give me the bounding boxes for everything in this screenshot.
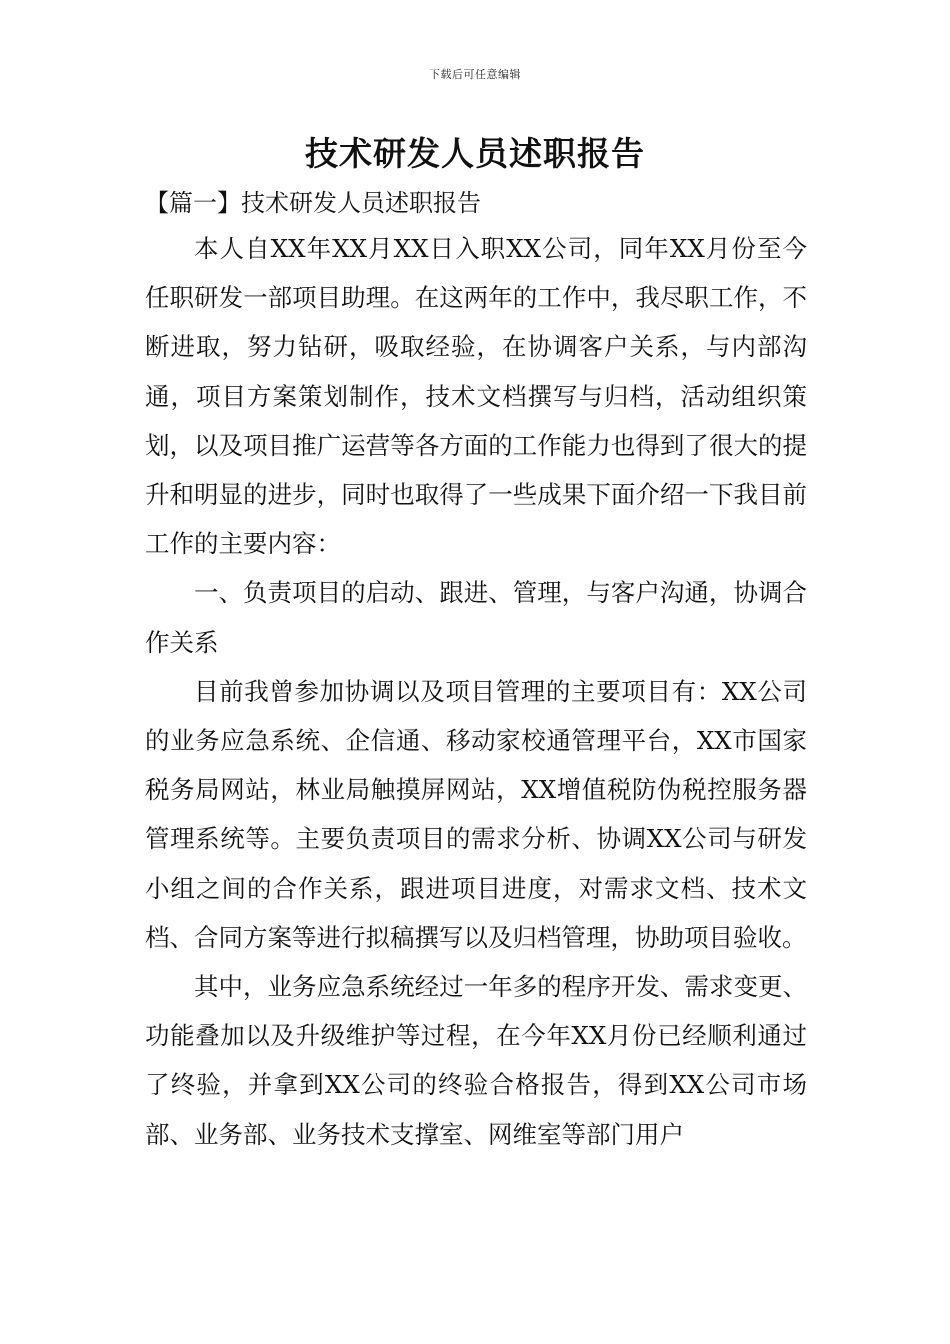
document-title: 技术研发人员述职报告 bbox=[305, 134, 645, 173]
paragraph-emergency-system: 其中，业务应急系统经过一年多的程序开发、需求变更、功能叠加以及升级维护等过程，在今年XX月份已经顺利通过了终验，并拿到XX公司的终验合格报告，得到XX公司市场部、业务部、业务技术支撑室、网维室等部门用户 bbox=[145, 972, 807, 1149]
section-heading: 【篇一】技术研发人员述职报告 bbox=[145, 189, 481, 217]
paragraph-projects: 目前我曾参加协调以及项目管理的主要项目有：XX公司的业务应急系统、企信通、移动家校通管理平台，XX市国家税务局网站，林业局触摸屏网站，XX增值税防伪税控服务器管理系统等。主要负责项目的需求分析、协调XX公司与研发小组之间的合作关系，跟进项目进度，对需求文档、技术文档、合同方案等进行拟稿撰写以及归档管理，协助项目验收。 bbox=[145, 676, 807, 952]
header-note: 下载后可任意编辑 bbox=[429, 68, 521, 81]
document-body bbox=[145, 224, 807, 1159]
paragraph-intro: 本人自XX年XX月XX日入职XX公司，同年XX月份至今任职研发一部项目助理。在这两年的工作中，我尽职工作，不断进取，努力钻研，吸取经验，在协调客户关系，与内部沟通，项目方案策划制作，技术文档撰写与归档，活动组织策划，以及项目推广运营等各方面的工作能力也得到了很大的提升和明显的进步，同时也取得了一些成果下面介绍一下我目前工作的主要内容： bbox=[145, 234, 807, 559]
paragraph-item-one: 一、负责项目的启动、跟进、管理，与客户沟通，协调合作关系 bbox=[145, 578, 807, 657]
